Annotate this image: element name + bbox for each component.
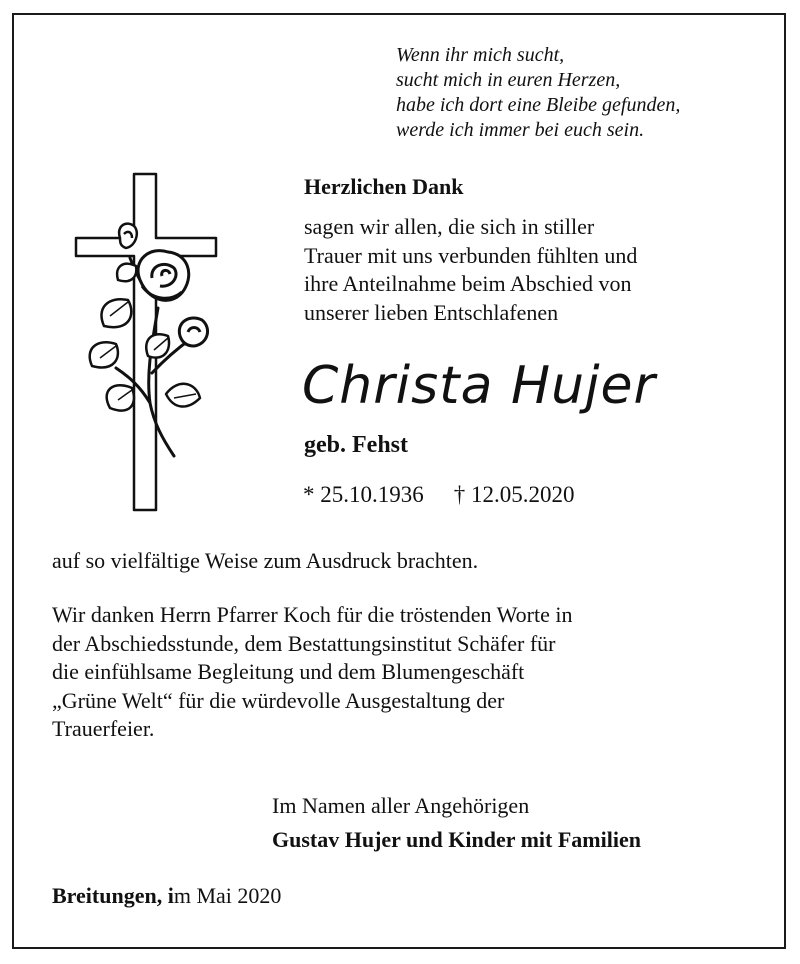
signature-intro: Im Namen aller Angehörigen (272, 793, 530, 818)
thanks-continuation: auf so vielfältige Weise zum Ausdruck brachten. (52, 548, 479, 573)
thanks-intro-line: Trauer mit uns verbunden fühlten und (304, 242, 638, 268)
poem-line: habe ich dort eine Bleibe gefunden, (396, 94, 681, 116)
life-dates (303, 482, 575, 508)
thanks-body-line: Trauerfeier. (52, 716, 155, 741)
thanks-intro-line: sagen wir allen, die sich in stiller (304, 214, 595, 239)
cross-with-rose-icon (70, 168, 226, 521)
thanks-body (52, 601, 572, 744)
thanks-intro-line: ihre Anteilnahme beim Abschied von (304, 271, 632, 296)
poem-line: Wenn ihr mich sucht, (396, 44, 565, 66)
deceased-name: Christa Hujer (302, 356, 656, 416)
birth-date: * 25.10.1936 (303, 482, 424, 507)
birth-name: geb. Fehst (304, 432, 408, 458)
thanks-body-line: „Grüne Welt“ für die würdevolle Ausgestaltung der (52, 687, 505, 713)
date: m Mai 2020 (173, 883, 282, 908)
thanks-body-line: der Abschiedsstunde, dem Bestattungsinstitut Schäfer für (52, 630, 556, 656)
place-date (52, 883, 281, 909)
thanks-heading: Herzlichen Dank (304, 174, 464, 199)
thanks-body-line: die einfühlsame Begleitung und dem Blumengeschäft (52, 659, 525, 684)
place: Breitungen, i (52, 883, 174, 908)
thanks-intro-line: unserer lieben Entschlafenen (304, 299, 559, 325)
poem (396, 43, 680, 143)
thanks-intro (304, 213, 637, 327)
poem-line: werde ich immer bei euch sein. (396, 119, 645, 141)
thanks-body-line: Wir danken Herrn Pfarrer Koch für die tröstenden Worte in (52, 602, 573, 627)
poem-line: sucht mich in euren Herzen, (396, 69, 621, 91)
death-date: † 12.05.2020 (453, 482, 575, 507)
signature-names: Gustav Hujer und Kinder mit Familien (272, 827, 641, 852)
